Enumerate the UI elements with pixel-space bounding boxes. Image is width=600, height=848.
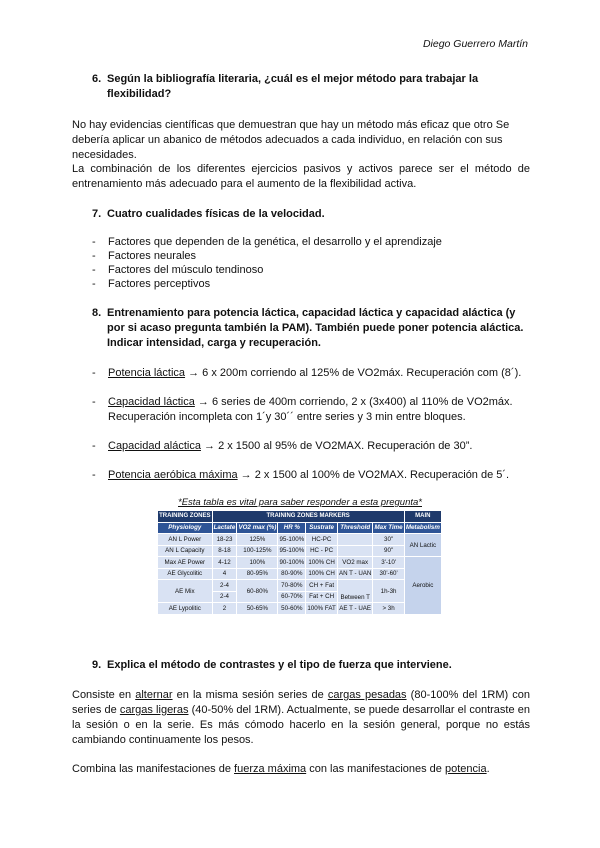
table-cell: 100% CH xyxy=(306,568,338,580)
table-cell: 100% CH xyxy=(306,557,338,569)
table-cell: 30" xyxy=(373,534,404,546)
question-text: Cuatro cualidades físicas de la velocidad. xyxy=(107,208,325,220)
table-header: TRAINING ZONES xyxy=(158,511,213,523)
table-row xyxy=(158,557,442,569)
table-row xyxy=(158,534,442,546)
list-item: - Factores neurales xyxy=(92,250,197,262)
table-cell: 90-100% xyxy=(278,557,306,569)
list-item: - Factores que dependen de la genética, el desarrollo y el aprendizaje xyxy=(92,236,442,248)
table-row xyxy=(158,511,442,523)
table-row xyxy=(158,522,442,534)
table-cell: 80-90% xyxy=(278,568,306,580)
list-item: - Potencia aeróbica máxima → 2 x 1500 al 100% de VO2MAX. Recuperación de 5´. xyxy=(92,469,510,481)
table-cell xyxy=(337,534,373,546)
question-6 xyxy=(92,72,532,102)
table-cell: > 3h xyxy=(373,603,404,615)
table-row xyxy=(158,545,442,557)
table-cell: 3'-10' xyxy=(373,557,404,569)
answer-6-paragraph-1: No hay evidencias científicas que demuestran que hay un método más eficaz que otro Se debería aplicar un abanico de métodos adecuados a cada individuo, en relación con sus necesidades. xyxy=(72,119,510,161)
table-header: Max Time xyxy=(373,522,404,534)
list-item: - Factores perceptivos xyxy=(92,278,211,290)
author-name: Diego Guerrero Martín xyxy=(422,38,528,50)
question-number: 8. xyxy=(92,307,102,319)
table-cell: AE Lypolitic xyxy=(158,603,213,615)
training-zones-table xyxy=(157,510,442,615)
table-cell: 30'-60' xyxy=(373,568,404,580)
table-cell: AN L Capacity xyxy=(158,545,213,557)
table-cell: 90" xyxy=(373,545,404,557)
table-header: Lactate xyxy=(212,522,237,534)
question-number: 7. xyxy=(92,208,102,220)
table-cell: Max AE Power xyxy=(158,557,213,569)
table-cell: 2-4 xyxy=(212,591,237,603)
answer-9-paragraph-1: Consiste en alternar en la misma sesión series de cargas pesadas (80-100% del 1RM) con series de cargas ligeras (40-50% del 1RM). Actualmente, se puede desarrollar el contraste en la sesión o en la serie. Es más cómodo hacerlo en la sesión general, porque no estás cambiando continuamente los pesos. xyxy=(72,689,530,746)
table-cell: 50-60% xyxy=(278,603,306,615)
table-cell: AE Mix xyxy=(158,580,213,603)
table-cell xyxy=(337,545,373,557)
question-9 xyxy=(92,658,532,673)
table-cell: 60-80% xyxy=(237,580,278,603)
table-cell: 4-12 xyxy=(212,557,237,569)
question-number: 9. xyxy=(92,659,102,671)
answer-9-paragraph-2: Combina las manifestaciones de fuerza máxima con las manifestaciones de potencia. xyxy=(72,763,490,775)
answer-6-paragraph-2: La combinación de los diferentes ejercicios pasivos y activos parece ser el método de entrenamiento más adecuado para el aumento de la flexibilidad activa. xyxy=(72,163,530,190)
table-cell: 60-70% xyxy=(278,591,306,603)
table-cell: 1h-3h xyxy=(373,580,404,603)
table-row xyxy=(158,603,442,615)
table-header: Sustrate xyxy=(306,522,338,534)
table-cell: Aerobic xyxy=(404,557,441,615)
table-cell: 50-65% xyxy=(237,603,278,615)
table-cell: HC - PC xyxy=(306,545,338,557)
table-cell: 70-80% xyxy=(278,580,306,592)
question-number: 6. xyxy=(92,73,102,85)
table-cell: 80-95% xyxy=(237,568,278,580)
table-cell: Fat + CH xyxy=(306,591,338,603)
table-cell: 125% xyxy=(237,534,278,546)
table-cell: AN L Power xyxy=(158,534,213,546)
question-text: Explica el método de contrastes y el tipo de fuerza que interviene. xyxy=(107,659,452,671)
table-cell: AE T - UAE xyxy=(337,603,373,615)
table-cell: 18-23 xyxy=(212,534,237,546)
table-header: VO2 max (%) xyxy=(237,522,278,534)
table-header: TRAINING ZONES MARKERS xyxy=(212,511,404,523)
list-item: - Factores del músculo tendinoso xyxy=(92,264,264,276)
table-cell: 2-4 xyxy=(212,580,237,592)
table-cell: 8-18 xyxy=(212,545,237,557)
list-item: - Capacidad láctica → 6 series de 400m corriendo, 2 x (3x400) al 110% de VO2máx. Recuperación incompleta con 1´y 30´´ entre series y 3 min entre bloques. xyxy=(92,396,513,423)
table-cell: AN T - UAN xyxy=(337,568,373,580)
table-cell: 95-100% xyxy=(278,534,306,546)
table-cell: AN Lactic xyxy=(404,534,441,557)
table-header: MAIN xyxy=(404,511,441,523)
table-cell: CH + Fat xyxy=(306,580,338,592)
question-text: Según la bibliografía literaria, ¿cuál es el mejor método para trabajar la flexibilidad? xyxy=(107,73,479,100)
table-header: Physiology xyxy=(158,522,213,534)
table-header: HR % xyxy=(278,522,306,534)
table-cell: VO2 max xyxy=(337,557,373,569)
list-item: - Capacidad aláctica → 2 x 1500 al 95% de VO2MAX. Recuperación de 30”. xyxy=(92,440,473,452)
table-row xyxy=(158,568,442,580)
question-text: Entrenamiento para potencia láctica, capacidad láctica y capacidad aláctica (y por si acaso pregunta también la PAM). También puede poner potencia aláctica. Indicar intensidad, carga y recuperación. xyxy=(107,307,524,349)
table-cell: 100% FAT xyxy=(306,603,338,615)
table-cell: HC-PC xyxy=(306,534,338,546)
table-cell: AE Glycolitic xyxy=(158,568,213,580)
table-cell: 95-100% xyxy=(278,545,306,557)
question-7 xyxy=(92,207,532,222)
table-cell: 4 xyxy=(212,568,237,580)
table-cell: 2 xyxy=(212,603,237,615)
list-item: - Potencia láctica → 6 x 200m corriendo al 125% de VO2máx. Recuperación com (8´). xyxy=(92,367,522,379)
table-cell: 100% xyxy=(237,557,278,569)
table-caption: *Esta tabla es vital para saber responder a esta pregunta* xyxy=(178,497,422,508)
table-cell: Between T xyxy=(337,580,373,603)
question-8 xyxy=(92,306,532,351)
table-header: Threshold xyxy=(337,522,373,534)
table-header: Metabolism xyxy=(404,522,441,534)
table-cell: 100-125% xyxy=(237,545,278,557)
table-row xyxy=(158,580,442,592)
